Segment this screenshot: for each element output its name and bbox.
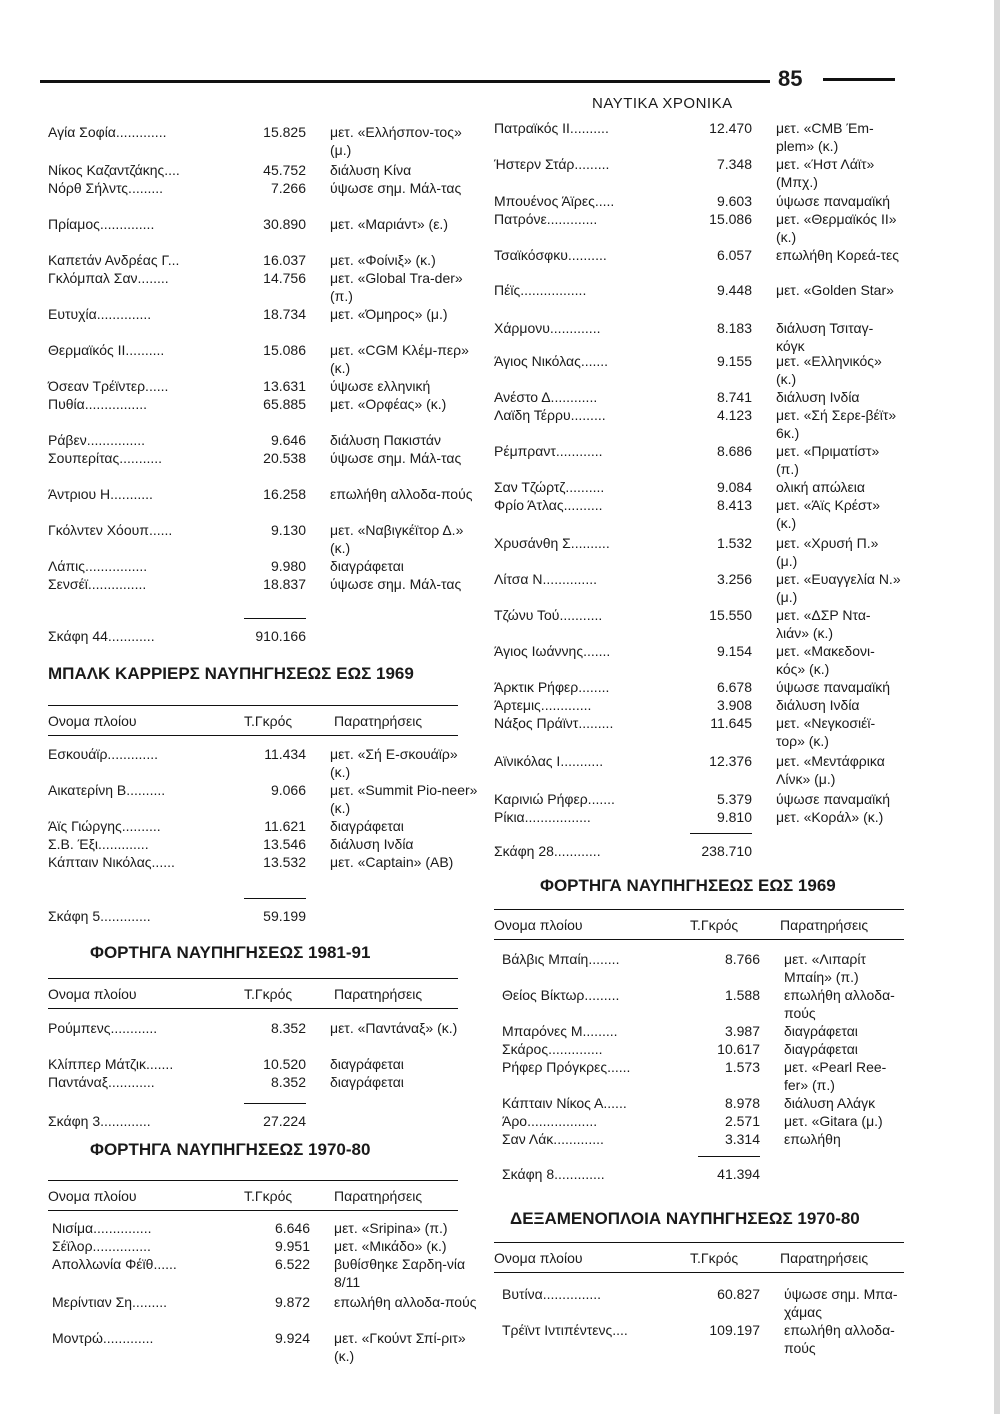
header-rule-right xyxy=(823,78,895,81)
col-header-remarks: Παρατηρήσεις xyxy=(780,917,869,933)
ship-remark: μετ. «ΔΣΡ Ντα-λιάν» (κ.) xyxy=(776,607,871,641)
ship-name: Αγία Σοφία............. xyxy=(48,124,167,140)
ship-name: Σαν Τζώρτζ.......... xyxy=(494,479,605,495)
ship-tonnage: 9.066 xyxy=(270,782,306,798)
ship-tonnage: 60.827 xyxy=(717,1286,760,1302)
ship-remark: ύψωσε σημ. Μάλ-τας xyxy=(330,450,462,466)
ship-tonnage: 3.256 xyxy=(716,571,752,587)
ship-name: Καπετάν Ανδρέας Γ... xyxy=(48,252,180,268)
ship-name: Άϊς Γιώργης.......... xyxy=(48,818,161,834)
ship-remark: μετ. «Gitara (μ.) xyxy=(784,1113,883,1129)
section-title: ΦΟΡΤΗΓΑ ΝΑΥΠΗΓΗΣΕΩΣ 1970-80 xyxy=(90,1140,371,1159)
ship-tonnage: 6.646 xyxy=(274,1220,310,1236)
ship-tonnage: 9.951 xyxy=(274,1238,310,1254)
ship-tonnage: 12.376 xyxy=(709,753,752,769)
ship-name: Θείος Βίκτωρ......... xyxy=(502,987,620,1003)
ship-tonnage: 12.470 xyxy=(709,120,752,136)
section-title: ΦΟΡΤΗΓΑ ΝΑΥΠΗΓΗΣΕΩΣ ΕΩΣ 1969 xyxy=(540,876,836,895)
total-rule xyxy=(244,898,306,899)
ship-name: Φρίο Άτλας.......... xyxy=(494,497,603,513)
col-header-tonnage: Τ.Γκρός xyxy=(244,986,293,1002)
ship-tonnage: 6.057 xyxy=(716,247,752,263)
ship-remark: μετ. «Άϊς Κρέστ» (κ.) xyxy=(776,497,880,531)
col-header-tonnage: Τ.Γκρός xyxy=(244,1188,293,1204)
ship-name: Παντάναξ............ xyxy=(48,1074,155,1090)
col-header-name: Ονομα πλοίου xyxy=(48,713,137,729)
ship-name: Ήστερν Στάρ......... xyxy=(494,156,610,172)
ship-name: Λαϊδη Τέρρυ......... xyxy=(494,407,606,423)
ship-tonnage: 8.183 xyxy=(716,320,752,336)
ship-remark: διαγράφεται xyxy=(330,1074,404,1090)
ship-remark: μετ. «Ήστ Λάϊτ» (Μπχ.) xyxy=(776,156,875,190)
total-value: 910.166 xyxy=(255,628,306,644)
ship-tonnage: 11.645 xyxy=(710,715,752,731)
ship-tonnage: 8.741 xyxy=(716,389,752,405)
ship-remark: μετ. «Μικάδο» (κ.) xyxy=(334,1238,447,1254)
ship-name: Τσαϊκόσφκυ.......... xyxy=(494,247,607,263)
total-value: 27.224 xyxy=(263,1113,306,1129)
header-rule-bottom xyxy=(48,735,458,736)
ship-remark: επωλήθη xyxy=(784,1131,841,1147)
ship-name: Τρέϊντ Ιντιπέντενς.... xyxy=(502,1322,628,1338)
ship-remark: διαγράφεται xyxy=(784,1041,858,1057)
ship-tonnage: 9.084 xyxy=(716,479,752,495)
ship-remark: διάλυση Ινδία xyxy=(776,389,860,405)
ship-tonnage: 8.352 xyxy=(270,1020,306,1036)
ship-name: Ρέμπραντ............ xyxy=(494,443,603,459)
ship-name: Νισίμα............... xyxy=(52,1220,152,1236)
ship-remark: μετ. «Παντάναξ» (κ.) xyxy=(330,1020,458,1036)
total-rule xyxy=(698,1156,760,1157)
ship-name: Αικατερίνη Β.......... xyxy=(48,782,166,798)
col-header-remarks: Παρατηρήσεις xyxy=(334,713,423,729)
ship-name: Άγιος Ιωάννης....... xyxy=(494,643,611,659)
ship-name: Ρίκια................. xyxy=(494,809,591,825)
col-header-tonnage: Τ.Γκρός xyxy=(690,917,739,933)
ship-name: Γκόλντεν Χόουπ...... xyxy=(48,522,173,538)
header-rule-left xyxy=(40,80,770,83)
col-header-name: Ονομα πλοίου xyxy=(48,1188,137,1204)
ship-tonnage: 2.571 xyxy=(724,1113,760,1129)
col-header-tonnage: Τ.Γκρός xyxy=(244,713,293,729)
ship-name: Άγιος Νικόλας....... xyxy=(494,353,609,369)
ship-remark: μετ. «CMB Έm-plem» (κ.) xyxy=(776,120,874,154)
ship-tonnage: 9.924 xyxy=(274,1330,310,1346)
header-rule-top xyxy=(48,705,458,706)
ship-tonnage: 9.980 xyxy=(270,558,306,574)
header-rule-bottom xyxy=(494,939,904,940)
ship-remark: ύψωσε παναμαϊκή xyxy=(776,791,891,807)
ship-name: Μοντρώ............. xyxy=(52,1330,154,1346)
col-header-remarks: Παρατηρήσεις xyxy=(780,1250,869,1266)
ship-tonnage: 11.621 xyxy=(264,818,306,834)
ship-name: Αϊνικόλας Ι........... xyxy=(494,753,604,769)
total-rule xyxy=(244,1103,306,1104)
ship-name: Σ.Β. Έξι............. xyxy=(48,836,149,852)
ship-remark: επωλήθη αλλοδα-πούς xyxy=(784,987,895,1021)
ship-remark: ύψωσε παναμαϊκή xyxy=(776,193,891,209)
ship-tonnage: 16.258 xyxy=(263,486,306,502)
ship-tonnage: 9.810 xyxy=(716,809,752,825)
total-label: Σκάφη 28............ xyxy=(494,843,601,859)
ship-name: Ρούμπενς............ xyxy=(48,1020,158,1036)
ship-remark: ολική απώλεια xyxy=(776,479,865,495)
ship-remark: διάλυση Αλάγκ xyxy=(784,1095,876,1111)
ship-tonnage: 11.434 xyxy=(264,746,306,762)
ship-tonnage: 18.837 xyxy=(263,576,306,592)
ship-tonnage: 10.617 xyxy=(717,1041,760,1057)
ship-remark: μετ. «Sripina» (π.) xyxy=(334,1220,448,1236)
header-rule-top xyxy=(48,978,458,979)
ship-tonnage: 7.266 xyxy=(270,180,306,196)
total-value: 238.710 xyxy=(701,843,752,859)
ship-tonnage: 9.154 xyxy=(716,643,752,659)
ship-tonnage: 15.550 xyxy=(709,607,752,623)
ship-remark: μετ. «Μακεδονι-κός» (κ.) xyxy=(776,643,875,677)
ship-tonnage: 9.130 xyxy=(270,522,306,538)
ship-remark: μετ. «Κοράλ» (κ.) xyxy=(776,809,884,825)
header-rule-bottom xyxy=(494,1272,904,1273)
ship-remark: μετ. «Θερμαϊκός ΙΙ» (κ.) xyxy=(776,211,897,245)
total-value: 59.199 xyxy=(263,908,306,924)
ship-name: Πατρόνε............. xyxy=(494,211,598,227)
ship-tonnage: 3.314 xyxy=(724,1131,760,1147)
ship-tonnage: 109.197 xyxy=(709,1322,760,1338)
ship-name: Βάλβις Μπαίη........ xyxy=(502,951,620,967)
ship-remark: μετ. «Σή Σερε-βέϊτ» 6κ.) xyxy=(776,407,897,441)
ship-remark: μετ. «Ελλήσπον-τος» (μ.) xyxy=(330,124,462,158)
ship-remark: διαγράφεται xyxy=(330,1056,404,1072)
ship-remark: ύψωσε σημ. Μπα-χάμας xyxy=(784,1286,898,1320)
ship-name: Άρκτικ Ρήφερ........ xyxy=(494,679,610,695)
ship-name: Όσεαν Τρέϊντερ...... xyxy=(48,378,169,394)
ship-remark: διαγράφεται xyxy=(330,818,404,834)
ship-tonnage: 13.532 xyxy=(263,854,306,870)
ship-tonnage: 9.448 xyxy=(716,282,752,298)
ship-remark: διάλυση Ινδία xyxy=(776,697,860,713)
ship-tonnage: 16.037 xyxy=(263,252,306,268)
header-rule-bottom xyxy=(48,1008,458,1009)
ship-remark: μετ. «Λιπαρίτ Μπαίη» (π.) xyxy=(784,951,867,985)
ship-name: Νάξος Πράϊντ......... xyxy=(494,715,614,731)
col-header-remarks: Παρατηρήσεις xyxy=(334,986,423,1002)
ship-name: Λίτσα Ν.............. xyxy=(494,571,597,587)
total-label: Σκάφη 44............ xyxy=(48,628,155,644)
ship-tonnage: 20.538 xyxy=(263,450,306,466)
ship-tonnage: 65.885 xyxy=(263,396,306,412)
ship-tonnage: 1.532 xyxy=(716,535,752,551)
ship-name: Ράβεν............... xyxy=(48,432,146,448)
ship-remark: μετ. «Πριματίστ» (π.) xyxy=(776,443,880,477)
ship-name: Σαν Λάκ............. xyxy=(502,1131,604,1147)
ship-name: Γκλόμπαλ Σαν........ xyxy=(48,270,169,286)
ship-remark: μετ. «Ελληνικός» (κ.) xyxy=(776,353,882,387)
ship-name: Πατραϊκός ΙΙ.......... xyxy=(494,120,609,136)
ship-tonnage: 13.631 xyxy=(263,378,306,394)
ship-tonnage: 15.825 xyxy=(263,124,306,140)
ship-tonnage: 1.573 xyxy=(724,1059,760,1075)
ship-tonnage: 4.123 xyxy=(716,407,752,423)
ship-name: Σουπερίτας........... xyxy=(48,450,163,466)
total-label: Σκάφη 5............. xyxy=(48,908,151,924)
ship-remark: ύψωσε παναμαϊκή xyxy=(776,679,891,695)
ship-name: Κλίππερ Μάτζικ....... xyxy=(48,1056,174,1072)
ship-tonnage: 9.603 xyxy=(716,193,752,209)
ship-tonnage: 6.678 xyxy=(716,679,752,695)
ship-name: Σενσέϊ............... xyxy=(48,576,147,592)
ship-name: Σέϊλορ............... xyxy=(52,1238,151,1254)
page-edge xyxy=(994,0,1000,1414)
ship-tonnage: 9.872 xyxy=(274,1294,310,1310)
ship-remark: ύψωσε σημ. Μάλ-τας xyxy=(330,180,462,196)
ship-name: Κάπταιν Νικόλας...... xyxy=(48,854,175,870)
ship-remark: μετ. «Pearl Ree-fer» (π.) xyxy=(784,1059,887,1093)
ship-remark: μετ. «Ορφέας» (κ.) xyxy=(330,396,447,412)
ship-tonnage: 8.686 xyxy=(716,443,752,459)
ship-tonnage: 15.086 xyxy=(709,211,752,227)
ship-tonnage: 15.086 xyxy=(263,342,306,358)
ship-name: Απολλωνία Φέϊθ...... xyxy=(52,1256,177,1272)
section-title: ΜΠΑΛΚ ΚΑΡΡΙΕΡΣ ΝΑΥΠΗΓΗΣΕΩΣ ΕΩΣ 1969 xyxy=(48,664,414,683)
ship-name: Εσκουάϊρ............. xyxy=(48,746,158,762)
ship-name: Πυθία................ xyxy=(48,396,147,412)
col-header-tonnage: Τ.Γκρός xyxy=(690,1250,739,1266)
total-value: 41.394 xyxy=(717,1166,760,1182)
ship-name: Άρτεμις............. xyxy=(494,697,592,713)
total-rule xyxy=(244,618,306,619)
ship-remark: διάλυση Κίνα xyxy=(330,162,412,178)
ship-remark: διαγράφεται xyxy=(784,1023,858,1039)
ship-remark: μετ. «CGM Κλέμ-περ» (κ.) xyxy=(330,342,469,376)
section-title: ΦΟΡΤΗΓΑ ΝΑΥΠΗΓΗΣΕΩΣ 1981-91 xyxy=(90,943,371,962)
ship-tonnage: 8.978 xyxy=(724,1095,760,1111)
ship-remark: διαγράφεται xyxy=(330,558,404,574)
ship-name: Νόρθ Σήλντς......... xyxy=(48,180,164,196)
ship-remark: μετ. «Σή Ε-σκουάϊρ» (κ.) xyxy=(330,746,458,780)
ship-remark: μετ. «Μαριάντ» (ε.) xyxy=(330,216,448,232)
ship-name: Τζώνυ Τού........... xyxy=(494,607,603,623)
ship-tonnage: 8.766 xyxy=(724,951,760,967)
ship-name: Μερίντιαν Ση......... xyxy=(52,1294,168,1310)
ship-tonnage: 8.352 xyxy=(270,1074,306,1090)
ship-name: Θερμαϊκός ΙΙ.......... xyxy=(48,342,165,358)
ship-tonnage: 45.752 xyxy=(263,162,306,178)
ship-remark: ύψωσε σημ. Μάλ-τας xyxy=(330,576,462,592)
ship-name: Ευτυχία.............. xyxy=(48,306,152,322)
ship-remark: μετ. «Νεγκοσιέϊ-τορ» (κ.) xyxy=(776,715,876,749)
ship-remark: βυθίσθηκε Σαρδη-νία 8/11 xyxy=(334,1256,466,1290)
section-title: ΔΕΞΑΜΕΝΟΠΛΟΙΑ ΝΑΥΠΗΓΗΣΕΩΣ 1970-80 xyxy=(510,1209,860,1228)
ship-name: Ρήφερ Πρόγκρες...... xyxy=(502,1059,631,1075)
ship-remark: διάλυση Τσιταγ-κόγκ xyxy=(776,320,874,354)
ship-remark: μετ. «Φοίνιξ» (κ.) xyxy=(330,252,436,268)
ship-name: Κάπταιν Νίκος Α...... xyxy=(502,1095,627,1111)
ship-remark: διάλυση Ινδία xyxy=(330,836,414,852)
ship-remark: διάλυση Πακιστάν xyxy=(330,432,442,448)
ship-tonnage: 14.756 xyxy=(263,270,306,286)
ship-name: Λάπις................ xyxy=(48,558,148,574)
journal-title: ΝΑΥΤΙΚΑ ΧΡΟΝΙΚΑ xyxy=(592,95,733,112)
ship-tonnage: 3.987 xyxy=(724,1023,760,1039)
ship-remark: μετ. «Ναβιγκέϊτορ Δ.» (κ.) xyxy=(330,522,464,556)
ship-remark: μετ. «Μεντάφρικα Λίνκ» (μ.) xyxy=(776,753,885,787)
ship-remark: επωλήθη Κορεά-τες xyxy=(776,247,900,263)
ship-remark: μετ. «Summit Pio-neer» (κ.) xyxy=(330,782,478,816)
ship-remark: επωλήθη αλλοδα-πούς xyxy=(330,486,473,502)
ship-name: Άντριου Η........... xyxy=(48,486,153,502)
ship-remark: μετ. «Όμηρος» (μ.) xyxy=(330,306,448,322)
ship-name: Σκάρος.............. xyxy=(502,1041,603,1057)
ship-tonnage: 3.908 xyxy=(716,697,752,713)
ship-remark: μετ. «Global Tra-der» (π.) xyxy=(330,270,463,304)
ship-tonnage: 10.520 xyxy=(263,1056,306,1072)
ship-tonnage: 30.890 xyxy=(263,216,306,232)
ship-name: Μπαρόνες Μ......... xyxy=(502,1023,618,1039)
ship-name: Νίκος Καζαντζάκης.... xyxy=(48,162,180,178)
ship-tonnage: 9.155 xyxy=(716,353,752,369)
ship-remark: μετ. «Χρυσή Π.» (μ.) xyxy=(776,535,879,569)
col-header-name: Ονομα πλοίου xyxy=(48,986,137,1002)
ship-tonnage: 7.348 xyxy=(716,156,752,172)
ship-name: Χρυσάνθη Σ.......... xyxy=(494,535,610,551)
total-label: Σκάφη 8............. xyxy=(502,1166,605,1182)
ship-name: Πρίαμος.............. xyxy=(48,216,155,232)
ship-name: Χάρμονυ............. xyxy=(494,320,601,336)
header-rule-top xyxy=(494,1242,904,1243)
ship-name: Πέϊς................. xyxy=(494,282,587,298)
ship-tonnage: 6.522 xyxy=(274,1256,310,1272)
ship-tonnage: 13.546 xyxy=(263,836,306,852)
header-rule-top xyxy=(48,1180,458,1181)
ship-name: Άρο.................. xyxy=(502,1113,598,1129)
ship-name: Καρινιώ Ρήφερ....... xyxy=(494,791,615,807)
ship-remark: μετ. «Captain» (ΑΒ) xyxy=(330,854,454,870)
ship-remark: επωλήθη αλλοδα-πούς xyxy=(334,1294,477,1310)
ship-tonnage: 8.413 xyxy=(716,497,752,513)
page-number: 85 xyxy=(778,66,803,91)
ship-name: Ανέστο Δ............ xyxy=(494,389,598,405)
ship-name: Βυτίνα............... xyxy=(502,1286,602,1302)
col-header-name: Ονομα πλοίου xyxy=(494,917,583,933)
header-rule-top xyxy=(494,909,904,910)
ship-remark: επωλήθη αλλοδα-πούς xyxy=(784,1322,895,1356)
total-rule xyxy=(690,833,752,834)
ship-tonnage: 9.646 xyxy=(270,432,306,448)
ship-remark: μετ. «Γκούντ Σπί-ριτ» (κ.) xyxy=(334,1330,466,1364)
ship-remark: ύψωσε ελληνική xyxy=(330,378,431,394)
ship-remark: μετ. «Golden Star» xyxy=(776,282,894,298)
col-header-name: Ονομα πλοίου xyxy=(494,1250,583,1266)
total-label: Σκάφη 3............. xyxy=(48,1113,151,1129)
ship-remark: μετ. «Ευαγγελία Ν.» (μ.) xyxy=(776,571,901,605)
col-header-remarks: Παρατηρήσεις xyxy=(334,1188,423,1204)
ship-tonnage: 1.588 xyxy=(724,987,760,1003)
ship-tonnage: 18.734 xyxy=(263,306,306,322)
ship-name: Μπουένος Άϊρες..... xyxy=(494,193,615,209)
header-rule-bottom xyxy=(48,1210,458,1211)
ship-tonnage: 5.379 xyxy=(716,791,752,807)
